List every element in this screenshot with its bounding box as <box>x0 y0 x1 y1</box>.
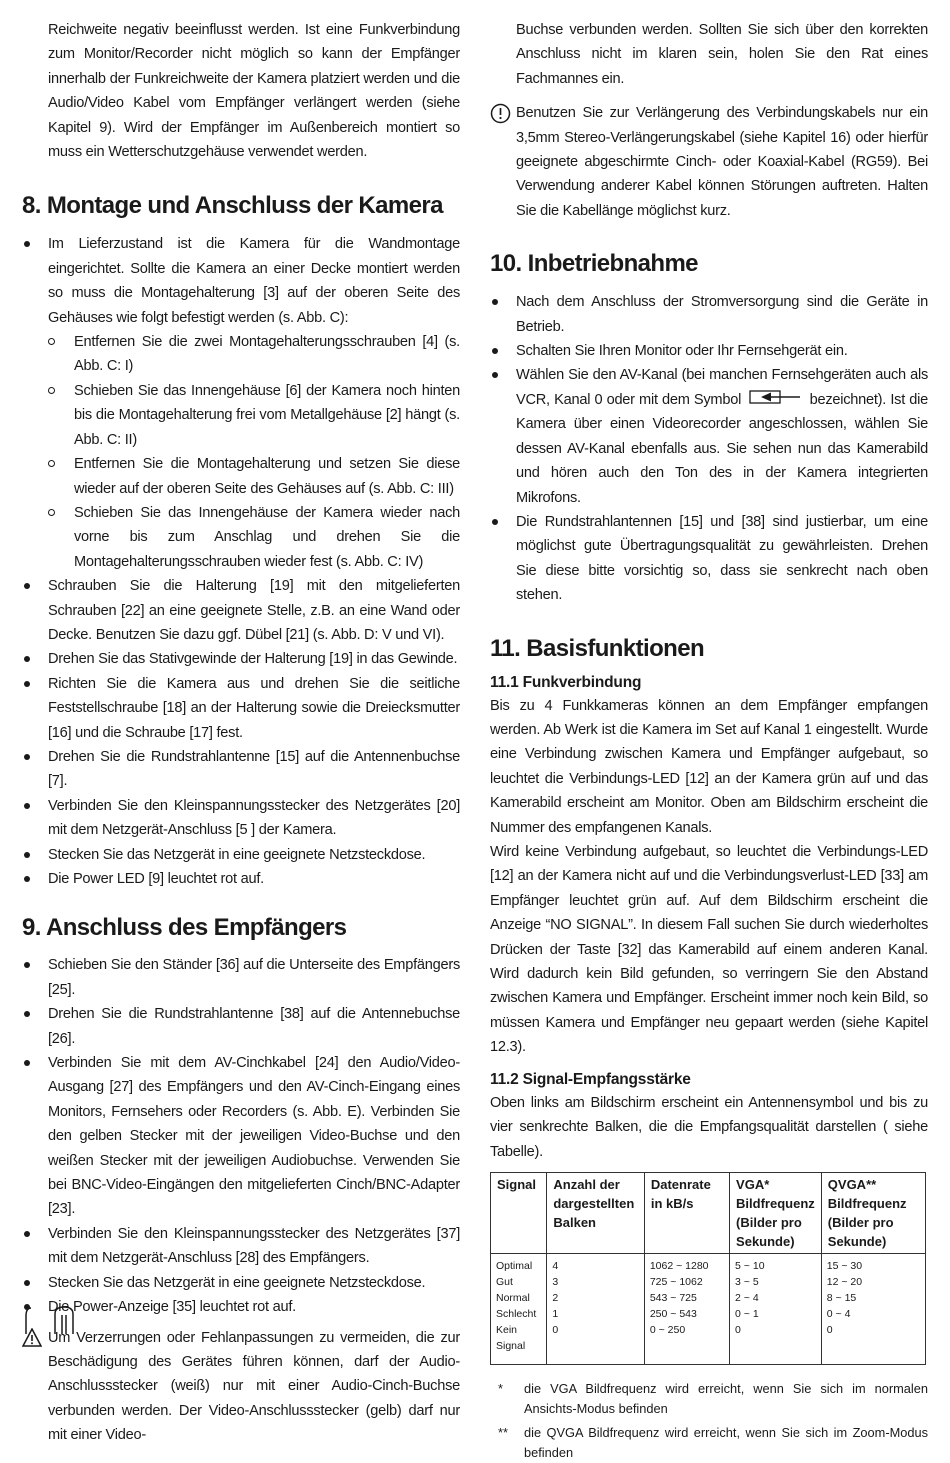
sub-list-item: Entfernen Sie die zwei Montagehalterungsschrauben [4] (s. Abb. C: I) <box>22 330 460 379</box>
section-10-title: 10. Inbetriebnahme <box>490 250 698 278</box>
table-header: QVGA** Bildfrequenz (Bilder pro Sekunde) <box>821 1172 925 1253</box>
sub-list-item: Schieben Sie das Innengehäuse der Kamera wieder nach vorne bis zum Anschlag und drehen Sie die Montagehalterungsschrauben wieder fest (s. Abb. C: IV) <box>22 501 460 574</box>
table-cell: 15 ~ 30 12 ~ 20 8 ~ 15 0 ~ 4 0 <box>821 1253 925 1364</box>
list-item: Schrauben Sie die Halterung [19] mit den mitgelieferten Schrauben [22] an eine geeignete Stelle, z.B. an eine Wand oder Decke. Benutzen Sie dazu ggf. Dübel [21] (s. Abb. D: V und VI). <box>22 574 460 647</box>
continued-paragraph: Buchse verbunden werden. Sollten Sie sich über den korrekten Anschluss nicht im klaren sein, holen Sie den Rat eines Fachmannes ein. <box>516 22 928 87</box>
subsection-11-2-title: 11.2 Signal-Empfangsstärke <box>490 1070 691 1088</box>
table-cell: 1062 ~ 1280 725 ~ 1062 543 ~ 725 250 ~ 543 0 ~ 250 <box>644 1253 729 1364</box>
table-cell: 4 3 2 1 0 <box>547 1253 644 1364</box>
warning-text: Um Verzerrungen oder Fehlanpassungen zu vermeiden, die zur Beschädigung des Gerätes führen können, darf der Audio-Anschlussstecker (weiß) nur mit einer Audio-Cinch-Buchse verbunden werden. Der Video-Anschlussstecker (gelb) darf nur mit einer Video- <box>48 1329 460 1444</box>
exclamation-circle-icon <box>490 103 511 129</box>
av-input-symbol-icon <box>749 388 801 412</box>
list-item: Schalten Sie Ihren Monitor oder Ihr Fernsehgerät ein. <box>490 339 928 363</box>
list-item: Schieben Sie den Ständer [36] auf die Unterseite des Empfängers [25]. <box>22 953 460 1002</box>
list-item: Verbinden Sie den Kleinspannungsstecker des Netzgerätes [37] mit dem Netzgerät-Anschluss [28] des Empfängers. <box>22 1222 460 1271</box>
list-item-text: Wählen Sie den AV-Kanal (bei manchen Fernsehgeräten auch als VCR, Kanal 0 oder mit dem Symbol <box>516 367 928 408</box>
footnote-vga <box>490 1379 928 1419</box>
section-8-title: 8. Montage und Anschluss der Kamera <box>22 192 443 220</box>
list-item: Die Rundstrahlantennen [15] und [38] sind justierbar, um eine möglichst gute Übertragungsqualität zu gewährleisten. Drehen Sie diese bitte vorsichtig so, dass sie senkrecht nach oben stehen. <box>490 510 928 608</box>
list-item: Die Power LED [9] leuchtet rot auf. <box>22 867 460 891</box>
list-item: Verbinden Sie den Kleinspannungsstecker des Netzgerätes [20] mit dem Netzgerät-Anschluss [5 ] der Kamera. <box>22 794 460 843</box>
section-9-title: 9. Anschluss des Empfängers <box>22 914 347 942</box>
table-cell: 5 ~ 10 3 ~ 5 2 ~ 4 0 ~ 1 0 <box>730 1253 822 1364</box>
footnote-text: die VGA Bildfrequenz wird erreicht, wenn Sie sich im normalen Ansichts-Modus befinden <box>524 1380 928 1416</box>
sub-list-item: Schieben Sie das Innengehäuse [6] der Kamera noch hinten bis die Montagehalterung frei vom Metallgehäuse [2] hängt (s. Abb. C: II) <box>22 379 460 452</box>
table-header: VGA* Bildfrequenz (Bilder pro Sekunde) <box>730 1172 822 1253</box>
info-text: Benutzen Sie zur Verlängerung des Verbindungskabels nur ein 3,5mm Stereo-Verlängerungskabel (siehe Kapitel 16) oder hierfür geeignete abgeschirmte Cinch- oder Koaxial-Kabel (RG59). Bei Verwendung anderer Kabel können Störungen auftreten. Halten Sie die Kabellänge möglichst kurz. <box>516 105 928 219</box>
warning-note <box>22 1326 460 1448</box>
subsection-11-2-paragraph: Oben links am Bildschirm erscheint ein Antennensymbol und bis zu vier senkrechte Balken, die die Empfangsqualität darstellen ( siehe Tabelle). <box>490 1094 928 1160</box>
info-note <box>490 101 928 223</box>
table-row <box>491 1253 926 1364</box>
footnote-marker: * <box>498 1380 503 1396</box>
table-cell: Optimal Gut Normal Schlecht Kein Signal <box>491 1253 547 1364</box>
list-item: Im Lieferzustand ist die Kamera für die Wandmontage eingerichtet. Sollte die Kamera an einer Decke montiert werden so muss die Montagehalterung [3] auf der oberen Seite des Gehäuses wie folgt befestigt werden (s. Abb. C): <box>22 232 460 330</box>
list-item: Stecken Sie das Netzgerät in eine geeignete Netzsteckdose. <box>22 1271 460 1295</box>
footnote-qvga <box>490 1423 928 1463</box>
section-9-list <box>22 953 460 1319</box>
list-item: Drehen Sie das Stativgewinde der Halterung [19] in das Gewinde. <box>22 647 460 671</box>
list-item: Nach dem Anschluss der Stromversorgung sind die Geräte in Betrieb. <box>490 290 928 339</box>
signal-table <box>490 1172 926 1365</box>
table-header: Datenrate in kB/s <box>644 1172 729 1253</box>
list-item: Drehen Sie die Rundstrahlantenne [38] auf die Antennebuchse [26]. <box>22 1002 460 1051</box>
left-column <box>22 18 460 1448</box>
table-header: Signal <box>491 1172 547 1253</box>
section-10-list <box>490 290 928 607</box>
section-8-list <box>22 232 460 891</box>
sub-list-item: Entfernen Sie die Montagehalterung und setzen Sie diese wieder auf der oberen Seite des Gehäuses auf (s. Abb. C: III) <box>22 452 460 501</box>
table-header-row <box>491 1172 926 1253</box>
list-item: Die Power-Anzeige [35] leuchtet rot auf. <box>22 1295 460 1319</box>
right-column <box>490 18 928 1463</box>
table-header: Anzahl der dargestellten Balken <box>547 1172 644 1253</box>
list-item <box>490 363 928 510</box>
subsection-11-1-title: 11.1 Funkverbindung <box>490 673 642 691</box>
list-item: Drehen Sie die Rundstrahlantenne [15] auf die Antennenbuchse [7]. <box>22 745 460 794</box>
list-item: Stecken Sie das Netzgerät in eine geeignete Netzsteckdose. <box>22 843 460 867</box>
section-11-title: 11. Basisfunktionen <box>490 634 704 662</box>
footnote-marker: ** <box>498 1424 508 1440</box>
list-item: Richten Sie die Kamera aus und drehen Sie die seitliche Feststellschraube [18] an der Halterung sowie die Dreiecksmutter [16] und die Schraube [17] fest. <box>22 672 460 745</box>
list-item-text: bezeichnet). Ist die Kamera über einen Videorecorder angeschlossen, wählen Sie dessen AV-Kanal ebenfalls aus. Sie sehen nun das Kamerabild und hören auch den Ton des in der Kamera integrierten Mikrofons. <box>516 391 928 506</box>
intro-paragraph: Reichweite negativ beeinflusst werden. Ist eine Funkverbindung zum Monitor/Recorder nicht möglich so kann der Empfänger innerhalb der Funkreichweite der Kamera platziert werden und die Audio/Video Kabel vom Empfänger verlängert werden (siehe Kapitel 9). Wird der Empfänger im Außenbereich montiert so muss ein Wetterschutzgehäuse verwendet werden. <box>48 22 460 161</box>
subsection-11-1-paragraph-1: Bis zu 4 Funkkameras können an dem Empfänger empfangen werden. Ab Werk ist die Kamera im Set auf Kanal 1 eingestellt. Wurde eine Verbindung zwischen Kamera und Empfänger aufgebaut, so leuchtet die Verbindungs-LED [12] an der Kamera grün auf und das Kamerabild erscheint am Monitor. Oben am Bildschirm erscheint die Nummer des empfangenen Kanals. <box>490 697 928 836</box>
list-item: Verbinden Sie mit dem AV-Cinchkabel [24] den Audio/Video-Ausgang [27] des Empfängers und den AV-Cinch-Eingang eines Monitors, Fernsehers oder Recorders (s. Abb. E). Verbinden Sie den gelben Stecker mit der jeweiligen Video-Buchse und den weißen Stecker mit der jeweiligen Audiobuchse. Verwenden Sie bei BNC-Video-Eingängen den mitgelieferten Cinch/BNC-Adapter [23]. <box>22 1051 460 1222</box>
subsection-11-1-paragraph-2: Wird keine Verbindung aufgebaut, so leuchtet die Verbindungs-LED [12] an der Kamera nicht auf und die Verbindungsverlust-LED [33] am Empfänger leuchtet grün auf. Auf dem Bildschirm erscheint die Anzeige “NO SIGNAL”. In diesem Fall suchen Sie durch wiederholtes Drücken der Taste [32] das Kamerabild auf einem anderen Kanal. Wird dadurch kein Bild gefunden, so verringern Sie den Abstand zwischen Kamera und Empfänger. Erscheint immer noch kein Bild, so müssen Kamera und Empfänger neu gepaart werden (siehe Kapitel 12.3). <box>490 844 928 1056</box>
footnote-text: die QVGA Bildfrequenz wird erreicht, wenn Sie sich im Zoom-Modus befinden <box>524 1424 928 1460</box>
